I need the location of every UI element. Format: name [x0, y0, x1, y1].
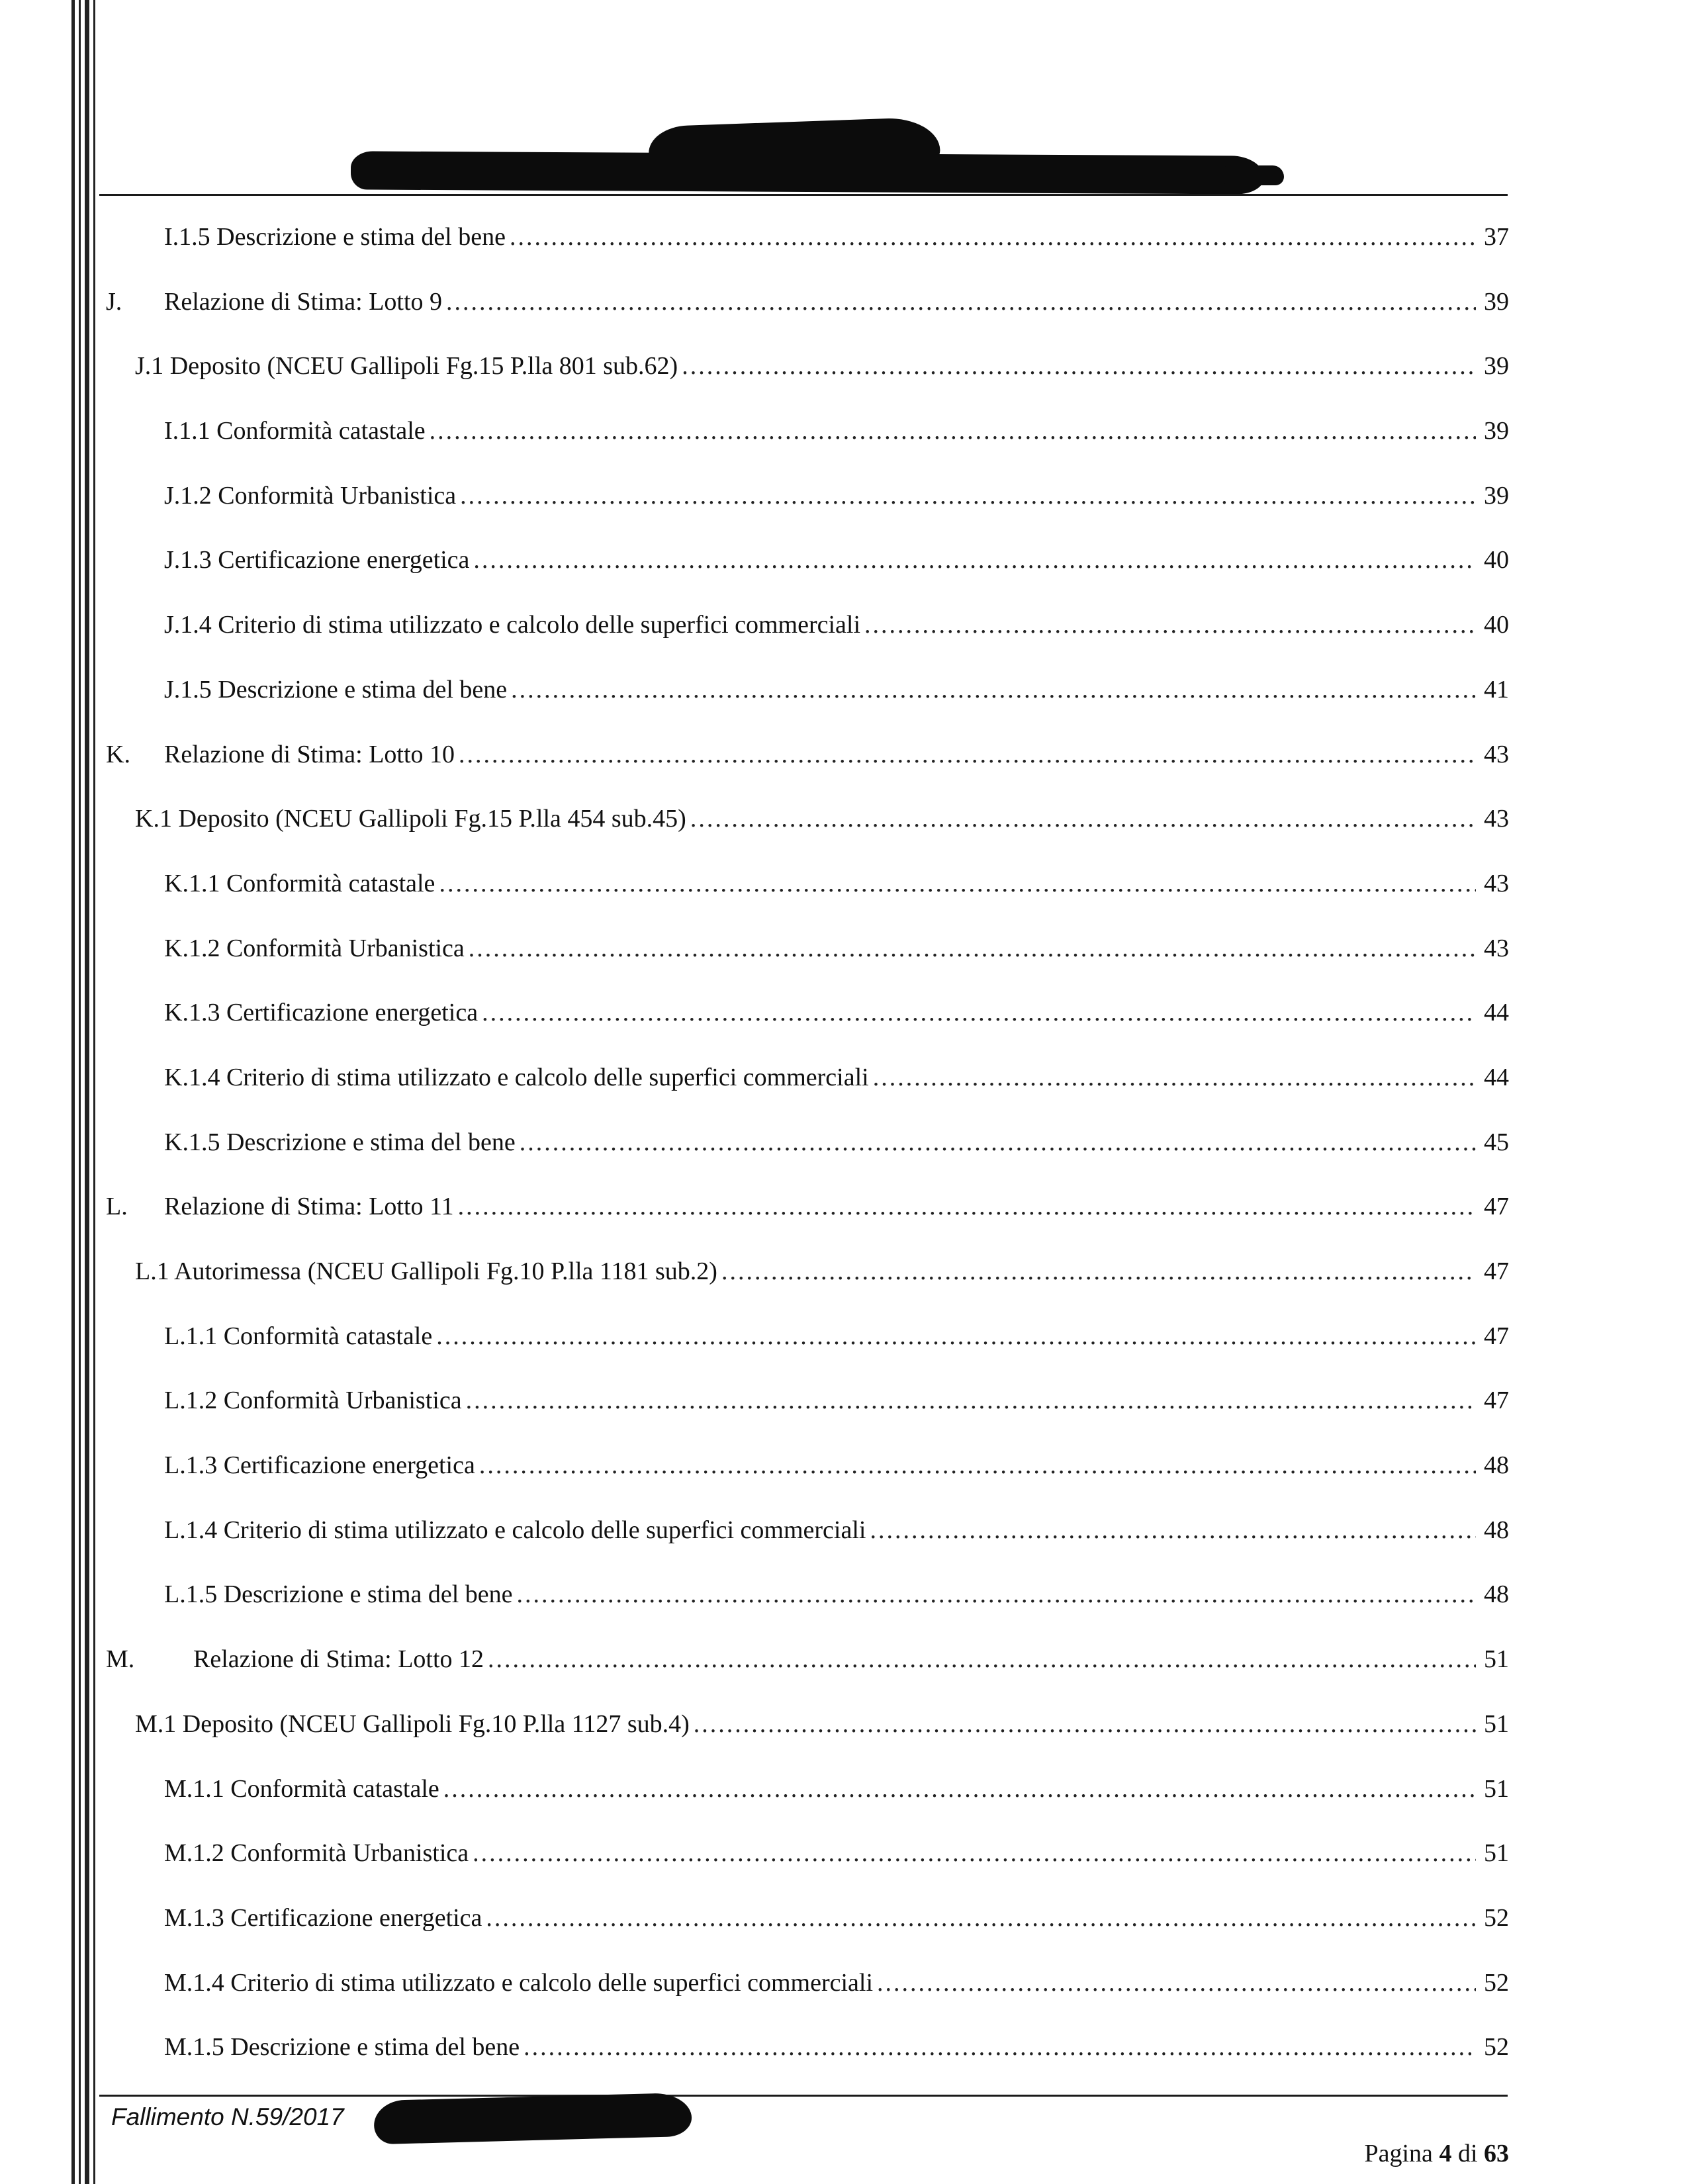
toc-dot-leader [446, 283, 1476, 320]
toc-page-number: 43 [1484, 740, 1509, 768]
toc-dot-leader [460, 477, 1476, 514]
toc-page-number: 43 [1484, 869, 1509, 897]
toc-page-number: 51 [1484, 1645, 1509, 1674]
toc-dot-leader [488, 1641, 1476, 1678]
toc-entry-title: L.1 Autorimessa (NCEU Gallipoli Fg.10 P.lla 1181 sub.2) [135, 1257, 717, 1285]
page-separator: di [1457, 2140, 1478, 2167]
toc-entry-title: J.1.4 Criterio di stima utilizzato e calcolo delle superfici commerciali [164, 611, 861, 639]
toc-page-number: 39 [1484, 352, 1509, 381]
toc-section-letter: M. [106, 1645, 135, 1674]
toc-page-number: 37 [1484, 223, 1509, 251]
toc-entry[interactable] [106, 412, 1509, 477]
total-pages: 63 [1484, 2140, 1509, 2167]
toc-page-number: 41 [1484, 675, 1509, 704]
toc-entry[interactable] [106, 1188, 1509, 1253]
toc-entry-title: M.1.5 Descrizione e stima del bene [164, 2033, 520, 2062]
footer-redaction [373, 2093, 692, 2145]
toc-entry-title: M.1 Deposito (NCEU Gallipoli Fg.10 P.lla 1127 sub.4) [135, 1709, 690, 1738]
toc-dot-leader [682, 347, 1476, 385]
toc-entry-title: J.1.3 Certificazione energetica [164, 546, 470, 574]
toc-dot-leader [473, 1835, 1476, 1872]
toc-entry[interactable] [106, 1576, 1509, 1641]
toc-entry-title: I.1.1 Conformità catastale [164, 417, 426, 445]
toc-dot-leader [469, 930, 1476, 967]
toc-entry-title: K.1 Deposito (NCEU Gallipoli Fg.15 P.lla 454 sub.45) [135, 805, 686, 833]
binding-rule [71, 0, 75, 2184]
toc-entry[interactable] [106, 477, 1509, 542]
toc-entry-title: K.1.4 Criterio di stima utilizzato e calcolo delle superfici commerciali [164, 1063, 869, 1091]
footer-case-number: Fallimento N.59/2017 [111, 2103, 344, 2130]
toc-page-number: 47 [1484, 1257, 1509, 1285]
toc-entry[interactable] [106, 671, 1509, 736]
toc-page-number: 43 [1484, 805, 1509, 833]
toc-entry[interactable] [106, 218, 1509, 283]
toc-entry[interactable] [106, 347, 1509, 412]
footer-page-number [1365, 2139, 1510, 2168]
toc-page-number: 47 [1484, 1387, 1509, 1415]
toc-entry[interactable] [106, 1124, 1509, 1189]
header-rule [99, 194, 1508, 196]
toc-entry[interactable] [106, 2028, 1509, 2093]
toc-dot-leader [690, 800, 1476, 837]
table-of-contents [106, 218, 1509, 2093]
toc-entry[interactable] [106, 1641, 1509, 1706]
toc-entry[interactable] [106, 1512, 1509, 1576]
toc-dot-leader [436, 1318, 1476, 1355]
toc-dot-leader [473, 541, 1476, 578]
toc-dot-leader [864, 606, 1476, 643]
footer-rule [99, 2095, 1508, 2097]
toc-entry[interactable] [106, 606, 1509, 671]
binding-rule [85, 0, 89, 2184]
toc-dot-leader [517, 1576, 1476, 1613]
toc-page-number: 39 [1484, 287, 1509, 316]
toc-entry[interactable] [106, 736, 1509, 801]
toc-entry-title: M.1.4 Criterio di stima utilizzato e calcolo delle superfici commerciali [164, 1968, 874, 1997]
toc-entry[interactable] [106, 865, 1509, 930]
toc-dot-leader [458, 1188, 1476, 1225]
toc-entry[interactable] [106, 930, 1509, 995]
toc-dot-leader [466, 1382, 1476, 1419]
toc-entry[interactable] [106, 1770, 1509, 1835]
toc-entry-title: K.1.5 Descrizione e stima del bene [164, 1128, 516, 1156]
current-page: 4 [1439, 2140, 1452, 2167]
toc-entry-title: Relazione di Stima: Lotto 10 [164, 740, 455, 768]
toc-dot-leader [520, 1124, 1476, 1161]
toc-page-number: 47 [1484, 1193, 1509, 1221]
toc-section-letter: K. [106, 740, 130, 768]
toc-dot-leader [721, 1253, 1476, 1290]
page-label: Pagina [1364, 2140, 1433, 2167]
toc-page-number: 40 [1484, 611, 1509, 639]
header-redaction [351, 151, 1264, 194]
toc-entry-title: Relazione di Stima: Lotto 11 [164, 1193, 454, 1221]
toc-entry[interactable] [106, 1835, 1509, 1899]
toc-page-number: 45 [1484, 1128, 1509, 1156]
toc-entry[interactable] [106, 541, 1509, 606]
toc-entry[interactable] [106, 1964, 1509, 2029]
toc-entry[interactable] [106, 1447, 1509, 1512]
toc-section-letter: J. [106, 287, 122, 316]
toc-page-number: 52 [1484, 2033, 1509, 2062]
toc-page-number: 44 [1484, 1063, 1509, 1091]
toc-entry[interactable] [106, 1706, 1509, 1770]
toc-entry-title: L.1.1 Conformità catastale [164, 1322, 433, 1350]
toc-entry[interactable] [106, 1318, 1509, 1383]
toc-entry[interactable] [106, 800, 1509, 865]
toc-page-number: 48 [1484, 1516, 1509, 1544]
toc-dot-leader [486, 1899, 1476, 1936]
toc-entry[interactable] [106, 994, 1509, 1059]
toc-dot-leader [694, 1706, 1476, 1743]
toc-page-number: 44 [1484, 999, 1509, 1027]
toc-entry-title: K.1.3 Certificazione energetica [164, 999, 479, 1027]
toc-entry-title: L.1.3 Certificazione energetica [164, 1451, 475, 1480]
toc-dot-leader [511, 671, 1476, 708]
toc-dot-leader [430, 412, 1476, 449]
toc-dot-leader [870, 1512, 1476, 1549]
toc-entry[interactable] [106, 1059, 1509, 1124]
toc-entry-title: L.1.2 Conformità Urbanistica [164, 1387, 462, 1415]
toc-page-number: 48 [1484, 1451, 1509, 1480]
toc-entry-title: K.1.1 Conformità catastale [164, 869, 435, 897]
toc-dot-leader [439, 865, 1476, 902]
toc-section-letter: L. [106, 1193, 128, 1221]
toc-page-number: 51 [1484, 1774, 1509, 1803]
toc-dot-leader [482, 994, 1476, 1031]
toc-dot-leader [479, 1447, 1476, 1484]
toc-dot-leader [459, 736, 1476, 773]
binding-rule [93, 0, 95, 2184]
toc-dot-leader [524, 2028, 1476, 2066]
toc-page-number: 52 [1484, 1968, 1509, 1997]
toc-entry[interactable] [106, 1899, 1509, 1964]
toc-page-number: 51 [1484, 1839, 1509, 1868]
binding-rule [79, 0, 81, 2184]
toc-page-number: 52 [1484, 1903, 1509, 1932]
toc-entry-title: L.1.4 Criterio di stima utilizzato e calcolo delle superfici commerciali [164, 1516, 866, 1544]
toc-entry-title: J.1.5 Descrizione e stima del bene [164, 675, 508, 704]
toc-page-number: 48 [1484, 1580, 1509, 1609]
toc-entry-title: M.1.3 Certificazione energetica [164, 1903, 482, 1932]
toc-page-number: 40 [1484, 546, 1509, 574]
toc-dot-leader [443, 1770, 1476, 1807]
toc-page-number: 47 [1484, 1322, 1509, 1350]
toc-entry-title: J.1 Deposito (NCEU Gallipoli Fg.15 P.lla 801 sub.62) [135, 352, 678, 381]
toc-page-number: 39 [1484, 417, 1509, 445]
toc-entry[interactable] [106, 1253, 1509, 1318]
toc-entry[interactable] [106, 283, 1509, 348]
toc-entry-title: J.1.2 Conformità Urbanistica [164, 481, 457, 510]
toc-entry-title: M.1.2 Conformità Urbanistica [164, 1839, 469, 1868]
header-redaction [1224, 165, 1284, 185]
toc-entry-title: I.1.5 Descrizione e stima del bene [164, 223, 506, 251]
toc-page-number: 43 [1484, 934, 1509, 962]
toc-entry-title: K.1.2 Conformità Urbanistica [164, 934, 465, 962]
toc-page-number: 39 [1484, 481, 1509, 510]
toc-dot-leader [873, 1059, 1476, 1096]
toc-page-number: 51 [1484, 1709, 1509, 1738]
toc-entry-title: M.1.1 Conformità catastale [164, 1774, 439, 1803]
toc-entry-title: Relazione di Stima: Lotto 9 [164, 287, 443, 316]
toc-dot-leader [877, 1964, 1476, 2001]
toc-entry-title: L.1.5 Descrizione e stima del bene [164, 1580, 513, 1609]
toc-entry-title: Relazione di Stima: Lotto 12 [193, 1645, 484, 1674]
toc-entry[interactable] [106, 1382, 1509, 1447]
toc-dot-leader [510, 218, 1476, 255]
